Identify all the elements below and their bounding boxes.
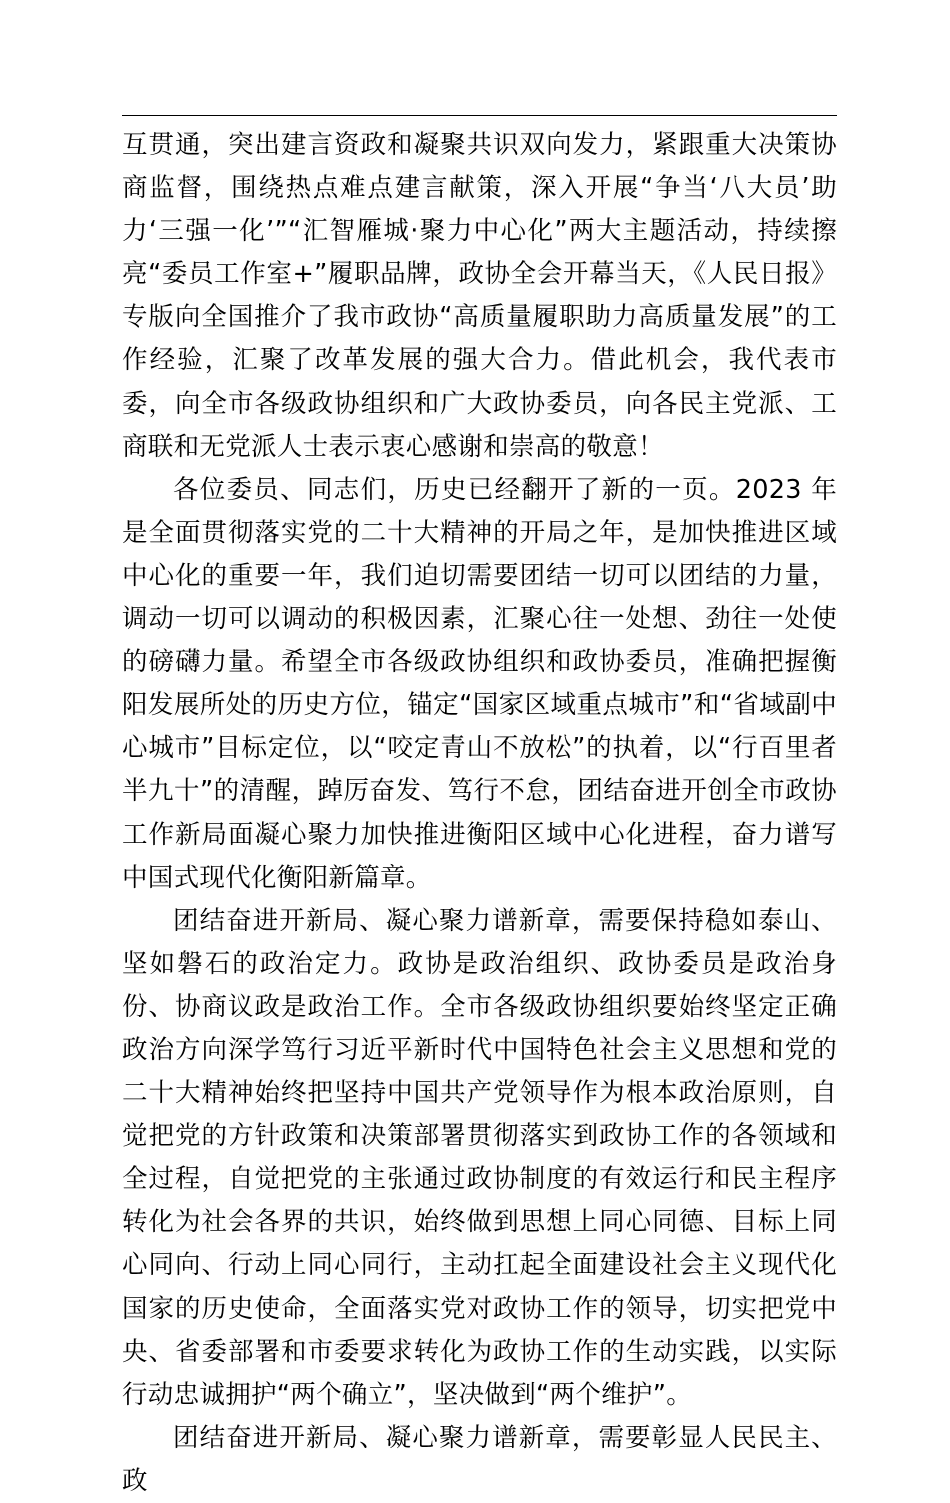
paragraph-continuation: 互贯通，突出建言资政和凝聚共识双向发力，紧跟重大决策协商监督，围绕热点难点建言献策，深入开展“争当‘八大员’助力‘三强一化’”“汇智雁城·聚力中心化”两大主题活动，持续擦亮“委员工作室+”履职品牌，政协全会开幕当天，《人民日报》专版向全国推介了我市政协“高质量履职助力高质量发展”的工作经验，汇聚了改革发展的强大合力。借此机会，我代表市委，向全市各级政协组织和广大政协委员，向各民主党派、工商联和无党派人士表示衷心感谢和崇高的敬意！ bbox=[122, 130, 837, 462]
paragraph-political-stability: 团结奋进开新局、凝心聚力谱新章，需要保持稳如泰山、坚如磐石的政治定力。政协是政治组织、政协委员是政治身份、协商议政是政治工作。全市各级政协组织要始终坚定正确政治方向深学笃行习近平新时代中国特色社会主义思想和党的二十大精神始终把坚持中国共产党领导作为根本政治原则，自觉把党的方针政策和决策部署贯彻落实到政协工作的各领域和全过程，自觉把党的主张通过政协制度的有效运行和民主程序转化为社会各界的共识，始终做到思想上同心同德、目标上同心同向、行动上同心同行，主动扛起全面建设社会主义现代化国家的历史使命，全面落实党对政协工作的领导，切实把党中央、省委部署和市委要求转化为政协工作的生动实践，以实际行动忠诚拥护“两个确立”，坚决做到“两个维护”。 bbox=[122, 905, 837, 1410]
paragraph-peoples-democracy: 团结奋进开新局、凝心聚力谱新章，需要彰显人民民主、政 bbox=[122, 1422, 837, 1496]
paragraph-historic-page: 各位委员、同志们，历史已经翻开了新的一页。2023 年是全面贯彻落实党的二十大精神的开局之年，是加快推进区域中心化的重要一年，我们迫切需要团结一切可以团结的力量，调动一切可以调动的积极因素，汇聚心往一处想、劲往一处使的磅礴力量。希望全市各级政协组织和政协委员，准确把握衡阳发展所处的历史方位，锚定“国家区域重点城市”和“省域副中心城市”目标定位，以“咬定青山不放松”的执着，以“行百里者半九十”的清醒，踔厉奋发、笃行不怠，团结奋进开创全市政协工作新局面凝心聚力加快推进衡阳区域中心化进程，奋力谱写中国式现代化衡阳新篇章。 bbox=[122, 474, 837, 893]
header-rule bbox=[122, 115, 837, 116]
body-text bbox=[122, 124, 837, 1503]
